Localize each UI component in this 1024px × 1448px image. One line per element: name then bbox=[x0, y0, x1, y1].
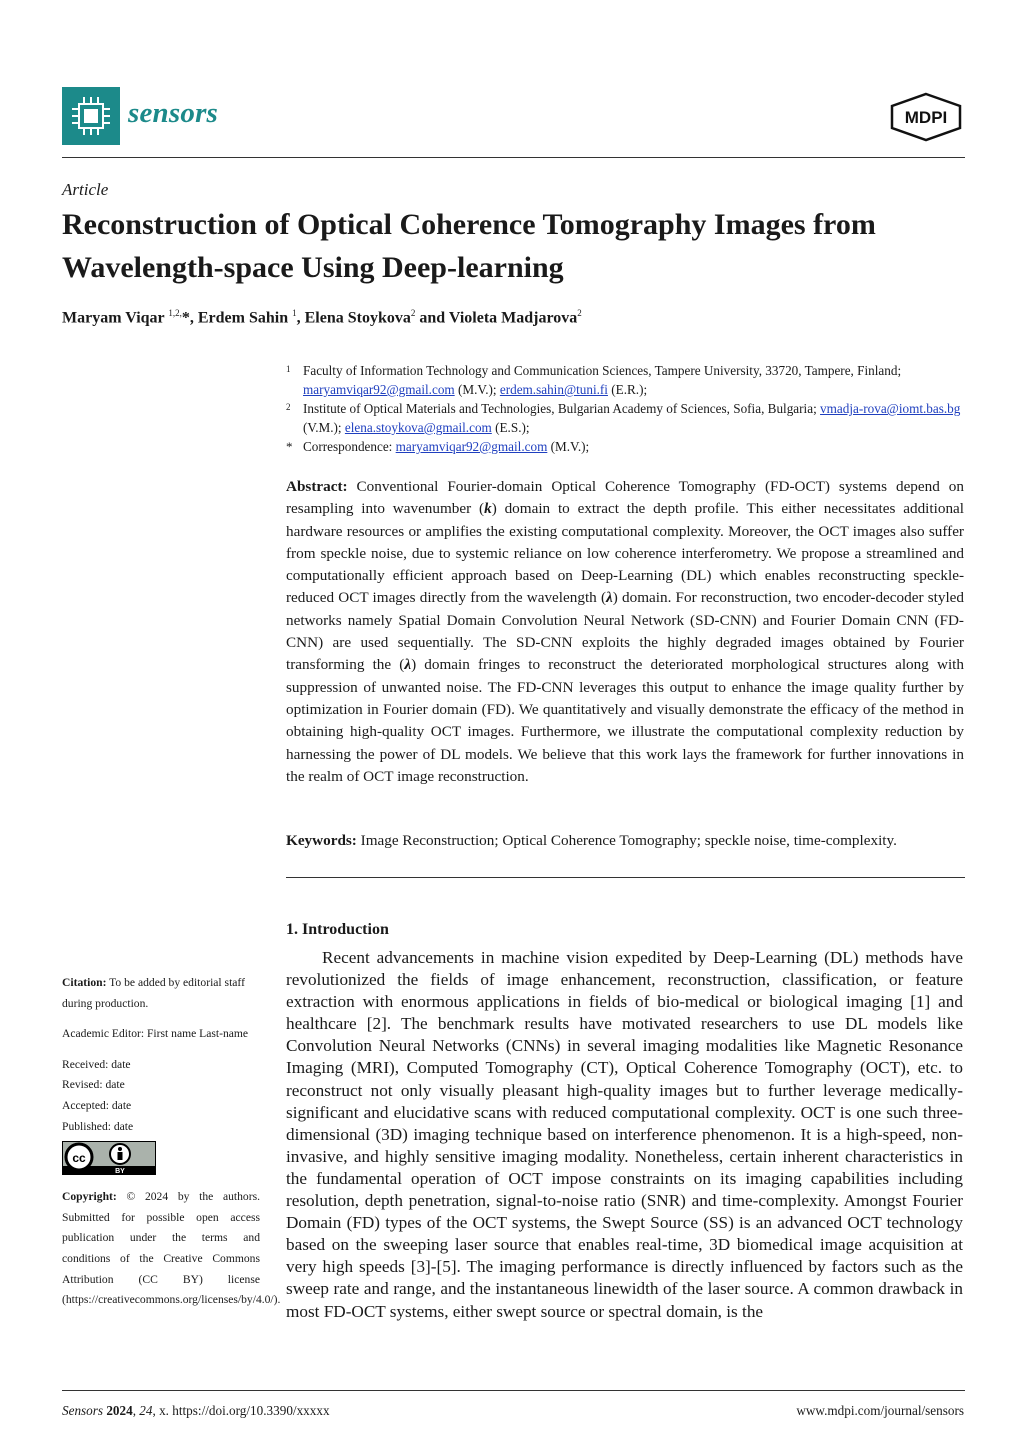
affiliation-text: Correspondence: bbox=[303, 439, 396, 454]
footer-doi: , x. https://doi.org/10.3390/xxxxx bbox=[152, 1403, 330, 1418]
citation-note bbox=[62, 973, 260, 1014]
keywords-label: Keywords: bbox=[286, 832, 357, 849]
academic-editor: Academic Editor: First name Last-name bbox=[62, 1027, 249, 1041]
email-tag: (E.R.); bbox=[607, 382, 648, 397]
mdpi-logo-text: MDPI bbox=[904, 108, 948, 127]
mdpi-logo-icon bbox=[888, 92, 964, 142]
footer-journal-url[interactable]: www.mdpi.com/journal/sensors bbox=[796, 1403, 964, 1418]
author-affiliation-sup: 1,2, bbox=[168, 308, 182, 318]
author-affiliation-sup: 2 bbox=[410, 308, 416, 318]
keywords-text: Image Reconstruction; Optical Coherence Tomography; speckle noise, time-complexity. bbox=[356, 832, 897, 849]
sidebar bbox=[62, 973, 281, 1311]
corresponding-star: * bbox=[181, 309, 190, 327]
revised-date: Revised: date bbox=[62, 1078, 125, 1092]
author-affiliation-sup: 2 bbox=[577, 308, 582, 318]
abstract-text: ) domain to extract the depth profile. This either necessitates additional hardware resources or amplifies the existing computational complexity. Moreover, the OCT images also suffer from speckle noise, due to systemic reliance on low coherence interferometry. We propose a streamlined and computationally efficient approach based on Deep-Learning (DL) which enables reconstructing speckle-reduced OCT images directly from the wavelength ( bbox=[286, 500, 964, 607]
cc-by-license-icon[interactable] bbox=[62, 1141, 156, 1175]
author-name: Maryam Viqar bbox=[62, 309, 165, 327]
email-tag: (M.V.); bbox=[547, 439, 590, 454]
affiliation-number: 1 bbox=[286, 364, 291, 374]
affiliation-item bbox=[286, 361, 966, 399]
affiliations bbox=[286, 361, 966, 456]
journal-logo-icon bbox=[62, 87, 120, 145]
email-link[interactable]: erdem.sahin@tuni.fi bbox=[499, 382, 608, 397]
citation-text: To be added by editorial staff during production. bbox=[62, 976, 245, 1010]
affiliation-text: Institute of Optical Materials and Technologies, Bulgarian Academy of Sciences, Sofia, Bulgaria; bbox=[303, 401, 821, 416]
author-separator: , bbox=[189, 309, 198, 327]
symbol-k: k bbox=[484, 500, 492, 518]
footer-divider bbox=[62, 1390, 965, 1391]
email-link[interactable]: vmadja-rova@iomt.bas.bg bbox=[820, 401, 961, 416]
email-tag: (V.M.); bbox=[303, 420, 345, 435]
abstract bbox=[286, 476, 964, 788]
email-tag: (E.S.); bbox=[491, 420, 530, 435]
footer-volume: 24 bbox=[139, 1403, 153, 1418]
copyright-label: Copyright: bbox=[62, 1190, 117, 1204]
affiliation-text: Faculty of Information Technology and Communication Sciences, Tampere University, 33720, Tampere, Finland; bbox=[303, 363, 902, 378]
author-name: Elena Stoykova bbox=[304, 309, 411, 327]
citation-label: Citation: bbox=[62, 976, 107, 989]
footer-year: 2024 bbox=[106, 1403, 133, 1418]
keywords bbox=[286, 832, 964, 850]
section-heading: 1. Introduction bbox=[286, 921, 389, 938]
abstract-label: Abstract: bbox=[286, 478, 348, 495]
email-tag: (M.V.); bbox=[454, 382, 500, 397]
abstract-text: ) domain. For reconstruction, two encoder-decoder styled networks namely Spatial Domain Convolution Neural Network (SD-CNN) and Fourier Domain CNN (FD-CNN) are used sequentially. The SD-CNN exploits the highly degraded images obtained by Fourier transforming the ( bbox=[286, 589, 964, 674]
author-list bbox=[62, 308, 582, 327]
author-separator: , bbox=[296, 309, 305, 327]
article-type: Article bbox=[62, 180, 109, 199]
cc-badge-label: BY bbox=[115, 1168, 125, 1176]
journal-name: sensors bbox=[128, 97, 219, 129]
affiliation-item bbox=[286, 399, 966, 437]
author-affiliation-sup: 1 bbox=[292, 308, 297, 318]
copyright-notice bbox=[62, 1187, 281, 1311]
introduction-text: Recent advancements in machine vision expedited by Deep-Learning (DL) methods have revolutionized the fields of image enhancement, reconstruction, classification, or feature extraction with enormous applications in fields of bio-medical or biological imaging [1] and healthcare [2]. The benchmark results have motivated researchers to use DL models like Convolution Neural Networks (CNNs) in several imaging modalities like Magnetic Resonance Imaging (MRI), Computed Tomography (CT), Optical Coherence Tomography (OCT), etc. to reconstruct not only visually pleasant high-quality images but to further leverage medically-significant and elucidative scans with reduced computational complexity. OCT is one such three-dimensional (3D) imaging technique based on interference phenomenon. It is a high-speed, non-invasive, and highly sensitive imaging modality. Nonetheless, certain inherent characteristics in the fundamental operation of OCT impose constraints on its imaging capabilities including resolution, depth penetration, signal-to-noise ratio (SNR) and time-complexity. Amongst Fourier Domain (FD) types of the OCT systems, the Swept Source (SS) is an advanced OCT technology based on the sweeping laser source that enables real-time, 3D biomedical image acquisition at very high speeds [3]-[5]. The imaging performance is directly influenced by factors such as the sweep rate and range, and the instantaneous linewidth of the laser source. A common drawback in most FD-OCT systems, either swept source or spectral domain, is the bbox=[286, 948, 963, 1321]
email-link[interactable]: maryamviqar92@gmail.com bbox=[395, 439, 548, 454]
email-link[interactable]: maryamviqar92@gmail.com bbox=[303, 382, 455, 397]
symbol-lambda: λ bbox=[404, 656, 412, 674]
author-name: Violeta Madjarova bbox=[448, 309, 578, 327]
email-link[interactable]: elena.stoykova@gmail.com bbox=[344, 420, 492, 435]
published-date: Published: date bbox=[62, 1119, 134, 1133]
footer-citation: Sensors 2024, 24, x. https://doi.org/10.3390/xxxxx bbox=[62, 1403, 330, 1418]
symbol-lambda: λ bbox=[606, 589, 613, 607]
affiliation-item bbox=[286, 437, 966, 456]
author-separator: and bbox=[415, 309, 449, 327]
footer-journal: Sensors bbox=[62, 1403, 104, 1418]
copyright-text: © 2024 by the authors. Submitted for possible open access publication under the terms and conditions of the Creative Commons Attribution (CC BY) license (https://creativecommons.org/licenses/by/4.0/). bbox=[62, 1190, 281, 1307]
abstract-divider bbox=[286, 877, 965, 878]
paper-title: Reconstruction of Optical Coherence Tomography Images from Wavelength-space Using Deep-learning bbox=[62, 208, 876, 284]
affiliation-number: 2 bbox=[286, 402, 291, 412]
header-divider bbox=[62, 157, 965, 158]
affiliation-number: * bbox=[286, 439, 293, 454]
abstract-text: Conventional Fourier-domain Optical Coherence Tomography (FD-OCT) systems depend on resampling into wavenumber ( bbox=[286, 478, 964, 518]
accepted-date: Accepted: date bbox=[62, 1098, 132, 1112]
abstract-text: ) domain fringes to reconstruct the deteriorated morphological structures along with suppression of unwanted noise. The FD-CNN leverages this output to enhance the image quality further by optimization in Fourier domain (FD). We quantitatively and visually demonstrate the efficacy of the method in obtaining high-quality OCT images. Furthermore, we illustrate the computational complexity reduction by harnessing the power of DL models. We believe that this work lays the framework for further innovations in the realm of OCT image reconstruction. bbox=[286, 656, 964, 785]
svg-text:cc: cc bbox=[72, 1151, 86, 1166]
author-name: Erdem Sahin bbox=[197, 309, 289, 327]
received-date: Received: date bbox=[62, 1057, 131, 1071]
